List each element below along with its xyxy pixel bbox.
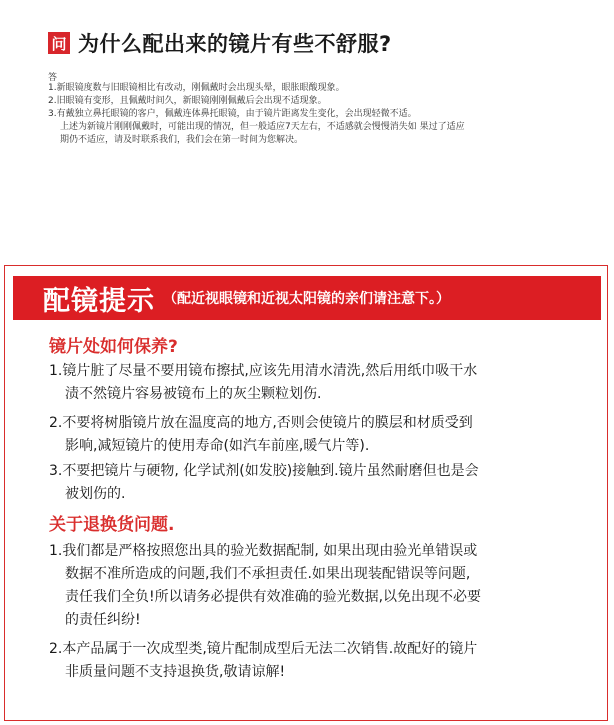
question-title: 为什么配出来的镜片有些不舒服? — [78, 32, 392, 56]
question-badge: 问 — [48, 32, 70, 54]
answer-line: 2.旧眼镜有变形，且佩戴时间久，新眼镜刚刚佩戴后会出现不适现象。 — [48, 96, 327, 106]
tips-subtitle: （配近视眼镜和近视太阳镜的亲们请注意下。） — [163, 291, 450, 307]
answer-line: 3.有戴独立鼻托眼镜的客户，佩戴连体鼻托眼镜，由于镜片距离发生变化，会出现轻微不适。 — [48, 109, 417, 119]
returns-item-1: 1.我们都是严格按照您出具的验光数据配制, 如果出现由验光单错误或 数据不准所造成的问题,我们不承担责任.如果出现装配错误等问题, 责任我们全负!所以请务必提供有效准确的验光数据,以免出现不必要 的责任纠纷! — [49, 543, 482, 628]
tips-box — [4, 265, 608, 721]
care-item-3: 3.不要把镜片与硬物, 化学试剂(如发胶)接触到.镜片虽然耐磨但也是会 被划伤的. — [49, 463, 479, 502]
care-item-1: 1.镜片脏了尽量不要用镜布擦拭,应该先用清水清洗,然后用纸巾吸干水 渍不然镜片容易被镜布上的灰尘颗粒划伤. — [49, 363, 478, 402]
care-item-2: 2.不要将树脂镜片放在温度高的地方,否则会使镜片的膜层和材质受到 影响,减短镜片的使用寿命(如汽车前座,暖气片等). — [49, 415, 473, 454]
answer-line: 期仍不适应，请及时联系我们，我们会在第一时间为您解决。 — [60, 135, 304, 145]
section-heading-returns: 关于退换货问题. — [49, 515, 175, 535]
tips-title: 配镜提示 — [43, 285, 155, 317]
question-header — [48, 28, 392, 58]
answer-label: 答 — [48, 73, 58, 83]
faq-section — [0, 0, 614, 255]
answer-line: 上述为新镜片刚刚佩戴时，可能出现的情况，但一般适应7天左右，不适感就会慢慢消失如 果过了适应 — [60, 122, 465, 132]
answer-line: 1.新眼镜度数与旧眼镜相比有改动，刚佩戴时会出现头晕，眼胀眼酸现象。 — [48, 83, 345, 93]
section-heading-care: 镜片处如何保养? — [49, 337, 178, 357]
answer-body — [48, 82, 598, 147]
tips-banner — [13, 276, 601, 320]
returns-item-2: 2.本产品属于一次成型类,镜片配制成型后无法二次销售.故配好的镜片 非质量问题不支持退换货,敬请谅解! — [49, 641, 478, 680]
